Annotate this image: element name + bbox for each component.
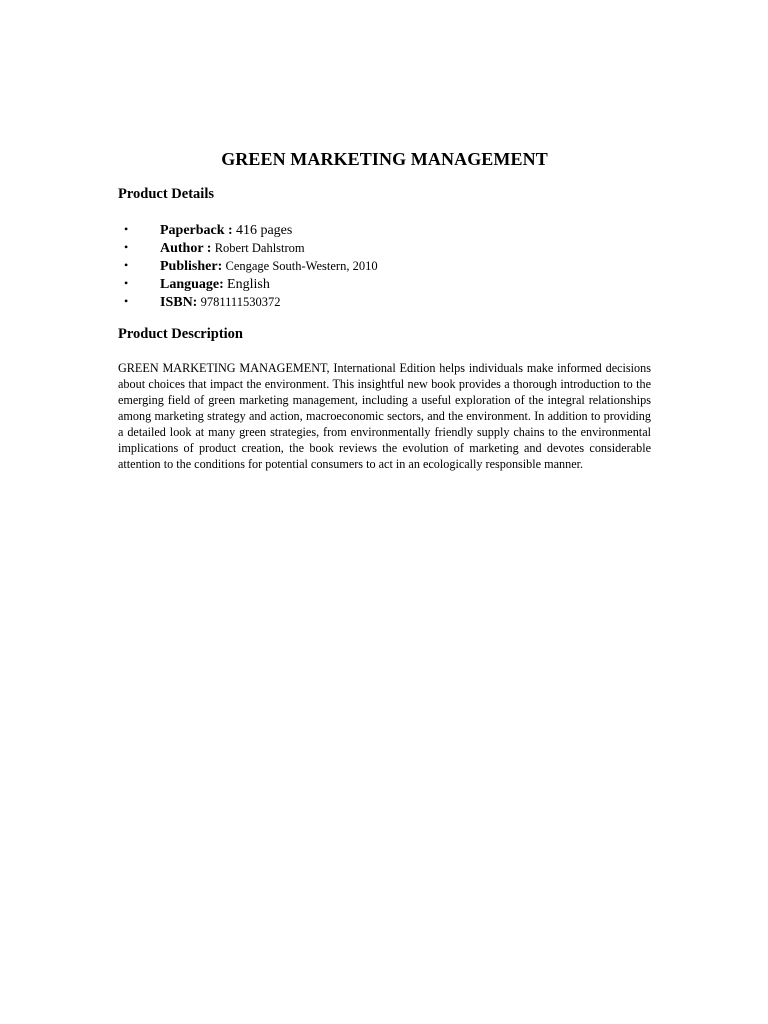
detail-value: Robert Dahlstrom (214, 241, 305, 255)
detail-item-paperback (118, 221, 651, 239)
bullet-icon: • (124, 276, 129, 290)
detail-label: Paperback : (160, 223, 233, 238)
bullet-icon: • (124, 294, 129, 308)
product-details-list (118, 221, 651, 311)
detail-value: English (227, 277, 270, 292)
detail-item-author (118, 239, 651, 257)
bullet-icon: • (124, 258, 129, 272)
detail-item-language (118, 275, 651, 293)
detail-value: Cengage South-Western, 2010 (225, 259, 378, 273)
bullet-icon: • (124, 240, 129, 254)
product-details-heading: Product Details (118, 186, 214, 202)
detail-item-publisher (118, 257, 651, 275)
document-page (118, 147, 651, 472)
bullet-icon: • (124, 222, 129, 236)
detail-item-isbn (118, 293, 651, 311)
product-description-text: GREEN MARKETING MANAGEMENT, International Edition helps individuals make informed decisions about choices that impact the environment. This insightful new book provides a thorough introduction to the emerging field of green marketing management, including a useful exploration of the integral relationships among marketing strategy and action, macroeconomic sectors, and the environment. In addition to providing a detailed look at many green strategies, from environmentally friendly supply chains to the environmental implications of product creation, the book reviews the evolution of marketing and devotes considerable attention to the conditions for potential consumers to act in an ecologically responsible manner. (118, 361, 651, 471)
detail-label: Language: (160, 277, 224, 292)
detail-label: ISBN: (160, 295, 198, 310)
detail-label: Publisher: (160, 259, 223, 274)
detail-label: Author : (160, 241, 212, 256)
detail-value: 9781111530372 (200, 295, 281, 309)
detail-value: 416 pages (235, 223, 293, 238)
document-title: GREEN MARKETING MANAGEMENT (221, 149, 548, 169)
product-description-heading: Product Description (118, 326, 243, 342)
